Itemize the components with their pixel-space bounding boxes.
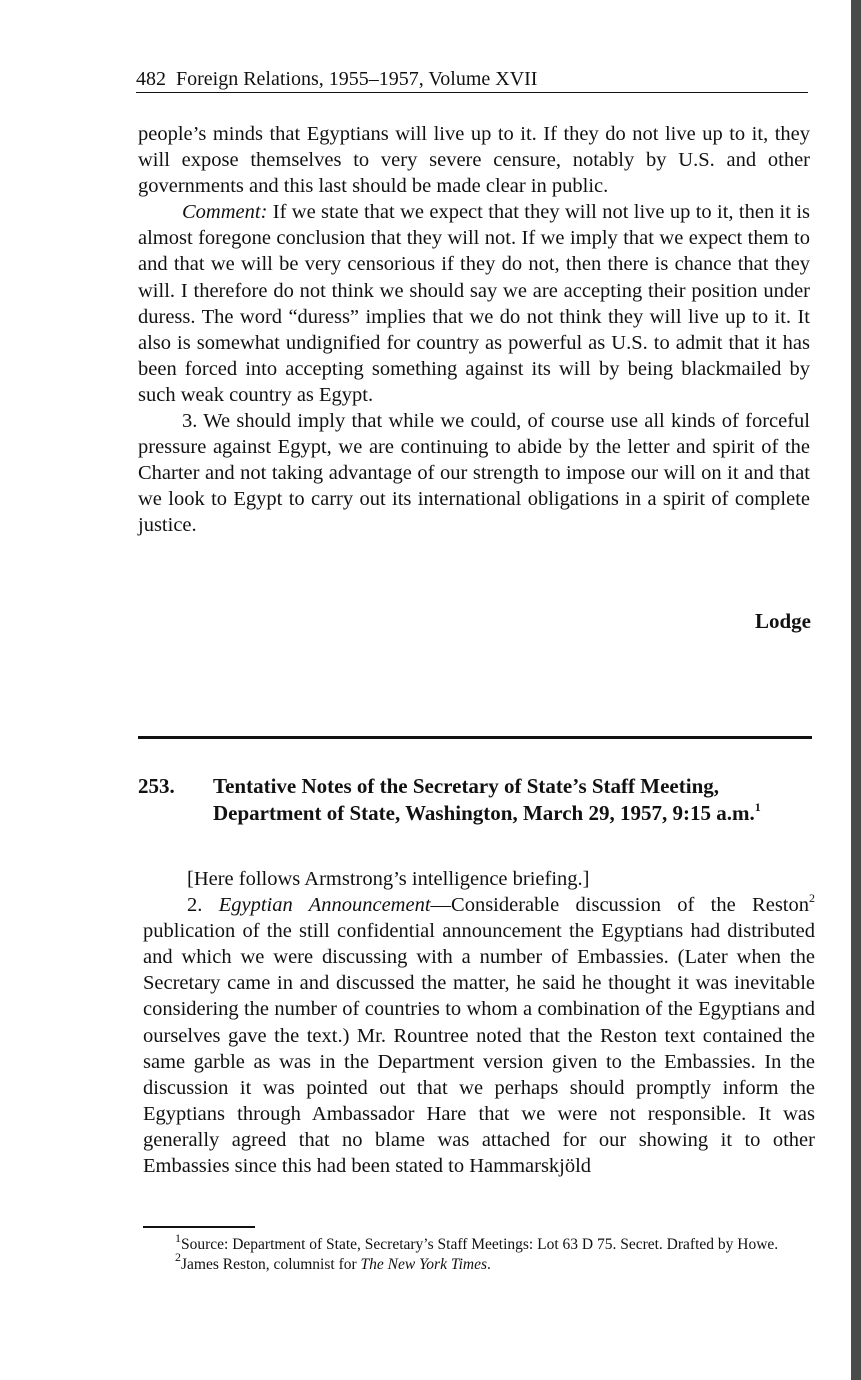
continued-text <box>138 121 810 539</box>
footnote-ref-2[interactable]: 2 <box>809 891 816 906</box>
footnote-marker-1: 1 <box>175 1230 181 1245</box>
footnote-2-text: James Reston, columnist for <box>181 1255 361 1273</box>
footnote-1-text: Source: Department of State, Secretary’s Staff Meetings: Lot 63 D 75. Secret. Drafted by Howe. <box>181 1236 779 1253</box>
document-title <box>213 773 813 827</box>
item-heading: Egyptian Announcement <box>218 894 431 917</box>
running-head <box>136 66 808 93</box>
footnote-2-publication: The New York Times <box>360 1255 487 1273</box>
footnote-2 <box>143 1250 815 1275</box>
paragraph-comment <box>138 199 810 408</box>
footnote-2-end: . <box>487 1255 491 1273</box>
document-title-text: Tentative Notes of the Secretary of State’s Staff Meeting, Department of State, Washington, March 29, 1957, 9:15 a.m. <box>213 774 755 825</box>
item-text-2: publication of the still confidential announcement the Egyptians had distributed and which we were discussing with a number of Embassies. (Later when the Secretary came in and discussed the matter, he said he thought it was inevitable considering the number of countries to whom a combination of the Egyptians and ourselves gave the text.) Mr. Rountree noted that the Reston text contained the same garble as was in the Department version given to the Embassies. In the discussion it was pointed out that we perhaps should promptly inform the Egyptians through Ambassador Hare that we were not responsible. It was generally agreed that no blame was attached for our showing it to other Embassies since this had been stated to Hammarskjöld <box>143 920 815 1178</box>
footnote-ref-1[interactable]: 1 <box>754 800 761 814</box>
document-number: 253. <box>138 774 175 798</box>
comment-label: Comment: <box>182 201 268 224</box>
paragraph-continued: people’s minds that Egyptians will live up to it. If they do not live up to it, they will expose themselves to very severe censure, notably by U.S. and other governments and this last should be made clear in public. <box>138 123 810 198</box>
footnote-marker-2: 2 <box>175 1250 181 1265</box>
item-number: 2. <box>187 894 203 917</box>
scan-page-edge <box>851 0 861 1380</box>
paragraph-item-2 <box>143 892 815 1179</box>
section-divider <box>138 736 812 739</box>
footnote-rule <box>143 1226 255 1228</box>
signature-lodge: Lodge <box>754 609 811 633</box>
item-text-1: —Considerable discussion of the Reston <box>430 894 810 917</box>
bracket-note: [Here follows Armstrong’s intelligence briefing.] <box>187 868 590 890</box>
page-number: 482 <box>136 68 166 90</box>
document-body <box>143 866 815 1179</box>
paragraph-point-3: 3. We should imply that while we could, of course use all kinds of forceful pressure against Egypt, we are continuing to abide by the letter and spirit of the Charter and not taking advantage of our strength to impose our will on it and that we look to Egypt to carry out its international obligations in a spirit of complete justice. <box>138 410 810 537</box>
footnote-1 <box>143 1230 815 1255</box>
footnotes <box>143 1230 815 1274</box>
volume-title: Foreign Relations, 1955–1957, Volume XVII <box>176 68 538 90</box>
comment-text: If we state that we expect that they will not live up to it, then it is almost foregone conclusion that they will not. If we imply that we expect them to and that we will be very censorious if they do not, then there is chance that they will. I therefore do not think we should say we are accepting their position under duress. The word “duress” implies that we do not think they will live up to it. It also is somewhat undignified for country as powerful as U.S. to admit that it has been forced into accepting something against its will by being blackmailed by such weak country as Egypt. <box>138 201 810 406</box>
